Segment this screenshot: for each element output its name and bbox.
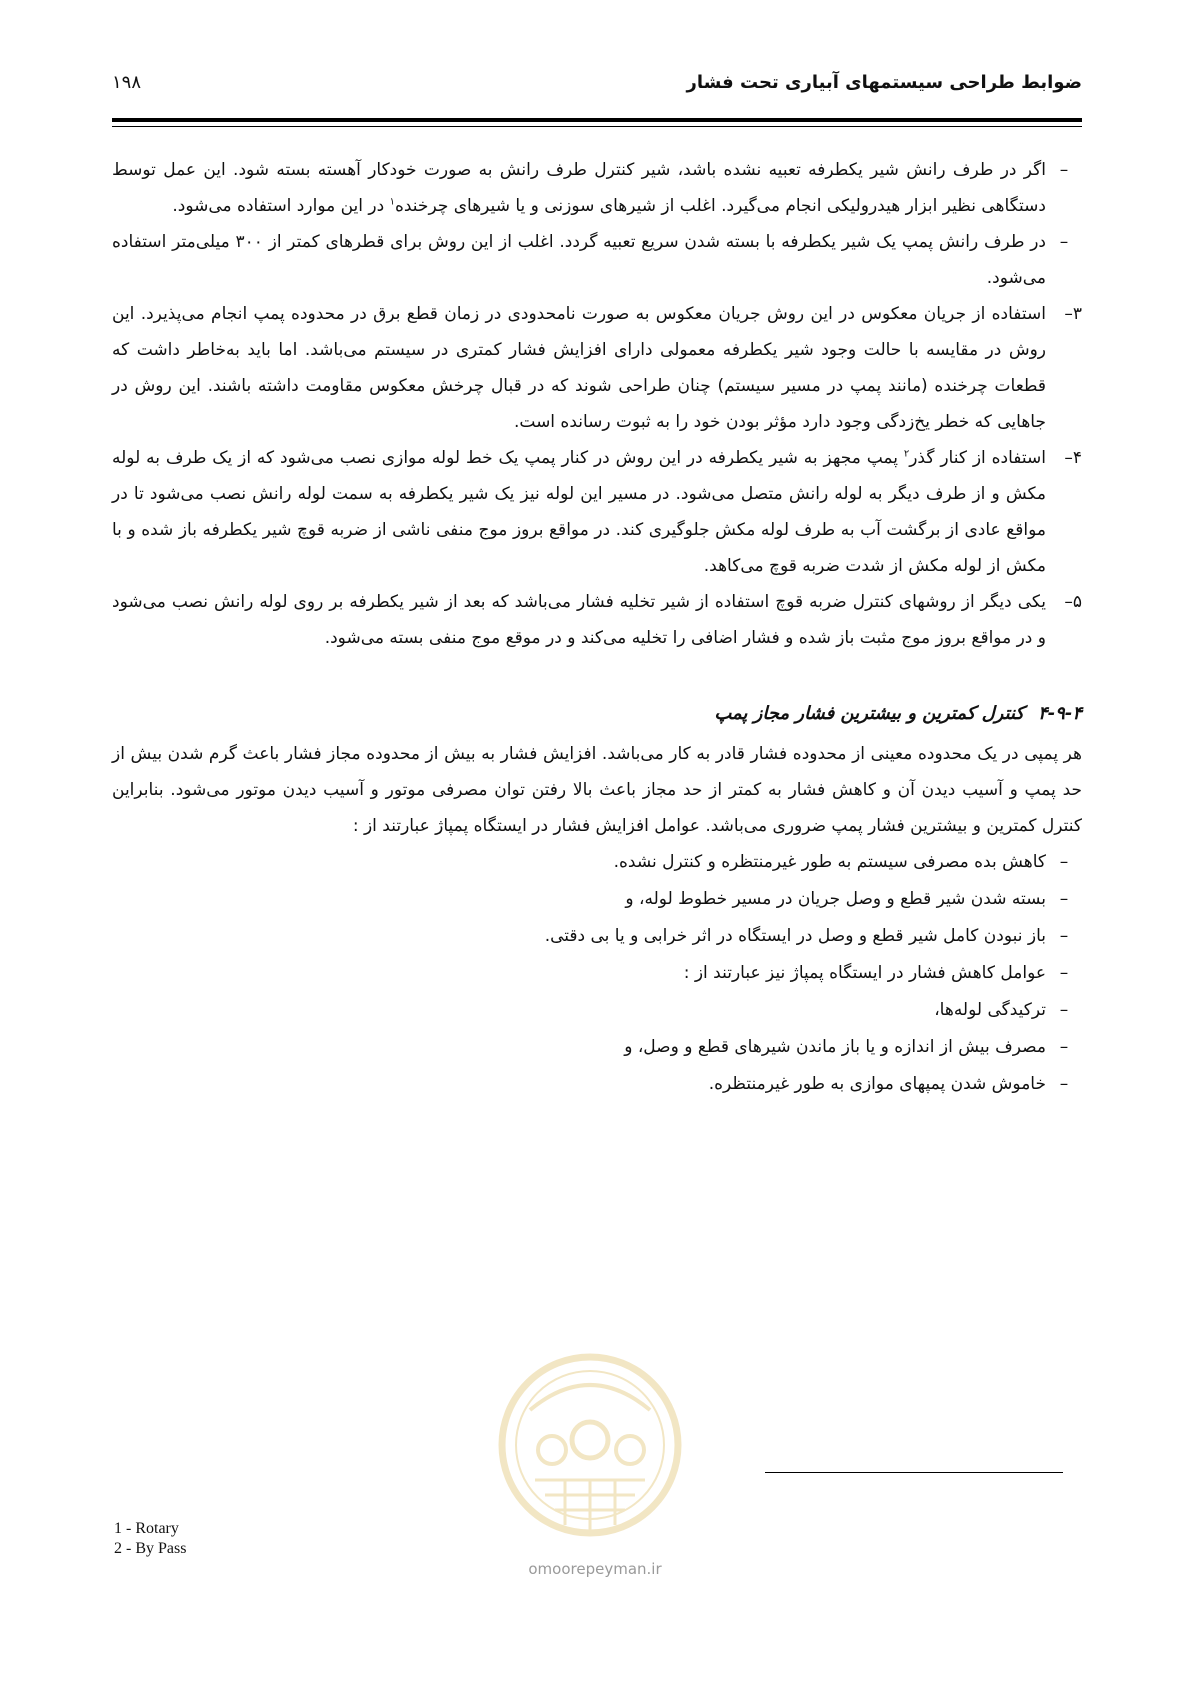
list-item bbox=[112, 296, 1082, 440]
list-marker: – bbox=[1059, 1037, 1069, 1057]
factor-list bbox=[112, 844, 1082, 1103]
list-marker: – bbox=[1059, 1074, 1069, 1094]
list-marker: ۴– bbox=[1064, 448, 1082, 468]
list-marker: – bbox=[1059, 160, 1069, 180]
list-item bbox=[112, 1029, 1082, 1066]
text-part: پمپ مجهز به شیر یکطرفه در این روش در کنار پمپ یک خط لوله موازی نصب می‌شود که از یک طرف به لوله مکش و از طرف دیگر به لوله رانش متصل می‌شود. در مسیر این لوله نیز یک شیر یکطرفه به سمت لوله رانش نصب می‌شود تا در مواقع عادی از برگشت آب به طرف لوله مکش جلوگیری کند. در مواقع بروز موج منفی ناشی از ضربه قوچ شیر یکطرفه باز شده و با مکش از لوله مکش از شدت ضربه قوچ می‌کاهد. bbox=[112, 448, 1046, 576]
main-content bbox=[112, 152, 1082, 1103]
list-marker: – bbox=[1059, 232, 1069, 252]
section-number: ۴-۹-۴ bbox=[1038, 703, 1082, 724]
section-title: کنترل کمترین و بیشترین فشار مجاز پمپ bbox=[714, 703, 1025, 724]
list-item-text bbox=[112, 440, 1046, 584]
list-item-text: بسته شدن شیر قطع و وصل جریان در مسیر خطوط لوله، و bbox=[625, 889, 1046, 909]
list-marker: – bbox=[1059, 926, 1069, 946]
running-header bbox=[112, 72, 1082, 112]
footnote-ref: ۱ bbox=[389, 196, 395, 208]
watermark-seal-icon bbox=[490, 1340, 690, 1580]
list-item bbox=[112, 1066, 1082, 1103]
list-item-text bbox=[112, 152, 1046, 224]
page-number: ۱۹۸ bbox=[112, 72, 142, 93]
list-marker: – bbox=[1059, 1000, 1069, 1020]
text-part: استفاده از کنار گذر bbox=[909, 448, 1046, 468]
list-item-text: خاموش شدن پمپهای موازی به طور غیرمنتظره. bbox=[708, 1074, 1046, 1094]
footnote-rule bbox=[765, 1472, 1063, 1473]
list-item-text: مصرف بیش از اندازه و یا باز ماندن شیرهای قطع و وصل، و bbox=[624, 1037, 1046, 1057]
list-item-text: استفاده از جریان معکوس در این روش جریان معکوس به صورت نامحدودی در زمان قطع برق در محدوده پمپ انجام می‌پذیرد. این روش در مقایسه با حالت وجود شیر یکطرفه معمولی دارای افزایش فشار کمتری در سیستم می‌باشد. اما باید به‌خاطر داشت که قطعات چرخنده (مانند پمپ در مسیر سیستم) چنان طراحی شوند که در قبال چرخش معکوس مقاومت داشته باشند. این روش در جاهایی که خطر یخ‌زدگی وجود دارد مؤثر بودن خود را به ثبوت رسانده است. bbox=[112, 304, 1046, 432]
list-item bbox=[112, 955, 1082, 992]
header-title: ضوابط طراحی سیستمهای آبیاری تحت فشار bbox=[686, 72, 1082, 93]
list-item-text: در طرف رانش پمپ یک شیر یکطرفه با بسته شدن سریع تعبیه گردد. اغلب از این روش برای قطرهای کمتر از ۳۰۰ میلی‌متر استفاده می‌شود. bbox=[112, 232, 1046, 288]
header-rule-thick bbox=[112, 118, 1082, 122]
watermark-text: omoorepeyman.ir bbox=[528, 1560, 662, 1578]
section-heading bbox=[112, 696, 1082, 732]
list-marker: – bbox=[1059, 852, 1069, 872]
footnote: 2 - By Pass bbox=[114, 1540, 187, 1557]
footnote-ref: ۲ bbox=[903, 448, 910, 460]
footnote: 1 - Rotary bbox=[114, 1520, 179, 1537]
list-marker: – bbox=[1059, 963, 1069, 983]
text-part: در این موارد استفاده می‌شود. bbox=[172, 196, 390, 216]
list-item bbox=[112, 224, 1082, 296]
text-part: اگر در طرف رانش شیر یکطرفه تعبیه نشده باشد، شیر کنترل طرف رانش به صورت خودکار آهسته بسته شود. این عمل توسط دستگاهی نظیر ابزار هیدرولیکی انجام می‌گیرد. اغلب از شیرهای سوزنی و یا شیرهای چرخنده bbox=[112, 160, 1046, 216]
list-item-text: یکی دیگر از روشهای کنترل ضربه قوچ استفاده از شیر تخلیه فشار می‌باشد که بعد از شیر یکطرفه بر روی لوله رانش نصب می‌شود و در مواقع بروز موج مثبت باز شده و فشار اضافی را تخلیه می‌کند و در موقع موج منفی بسته می‌شود. bbox=[112, 592, 1046, 648]
list-item-text: عوامل کاهش فشار در ایستگاه پمپاژ نیز عبارتند از : bbox=[683, 963, 1046, 983]
list-item bbox=[112, 440, 1082, 584]
list-item-text: کاهش بده مصرفی سیستم به طور غیرمنتظره و کنترل نشده. bbox=[613, 852, 1046, 872]
list-item bbox=[112, 881, 1082, 918]
list-item bbox=[112, 584, 1082, 656]
list-marker: ۵– bbox=[1064, 592, 1082, 612]
list-item bbox=[112, 152, 1082, 224]
list-item-text: ترکیدگی لوله‌ها، bbox=[934, 1000, 1046, 1020]
list-item bbox=[112, 844, 1082, 881]
list-item bbox=[112, 992, 1082, 1029]
list-item bbox=[112, 918, 1082, 955]
footnotes bbox=[114, 1519, 186, 1559]
header-rule-thin bbox=[112, 126, 1082, 127]
body-paragraph: هر پمپی در یک محدوده معینی از محدوده فشار قادر به کار می‌باشد. افزایش فشار به بیش از محدوده مجاز فشار باعث گرم شدن بیش از حد پمپ و آسیب دیدن آن و کاهش فشار به کمتر از حد مجاز باعث بالا رفتن توان مصرفی موتور و آسیب دیدن موتور می‌شود. بنابراین کنترل کمترین و بیشترین فشار پمپ ضروری می‌باشد. عوامل افزایش فشار در ایستگاه پمپاژ عبارتند از : bbox=[112, 744, 1082, 836]
list-item-text: باز نبودن کامل شیر قطع و وصل در ایستگاه در اثر خرابی و یا بی دقتی. bbox=[544, 926, 1046, 946]
list-marker: ۳– bbox=[1064, 304, 1082, 324]
list-marker: – bbox=[1059, 889, 1069, 909]
